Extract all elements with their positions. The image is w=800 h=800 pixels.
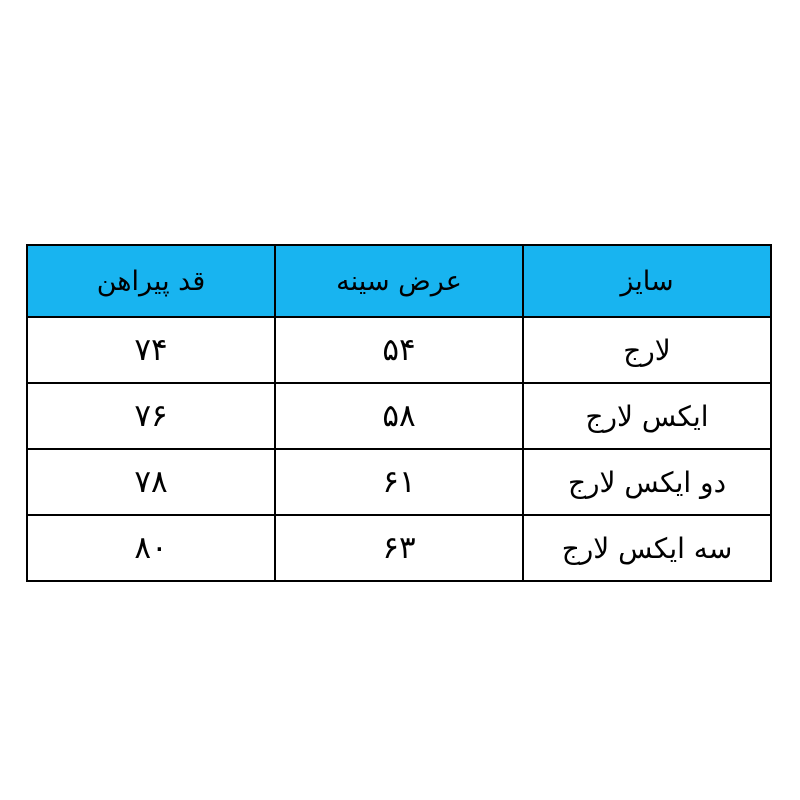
cell-chest: ۶۳ bbox=[275, 515, 523, 581]
table-row bbox=[27, 383, 771, 449]
cell-length: ۷۸ bbox=[27, 449, 275, 515]
cell-length: ۷۴ bbox=[27, 317, 275, 383]
size-chart-table bbox=[26, 244, 772, 582]
table-body bbox=[27, 317, 771, 581]
cell-size: دو ایکس لارج bbox=[523, 449, 771, 515]
cell-chest: ۶۱ bbox=[275, 449, 523, 515]
table-header bbox=[27, 245, 771, 317]
column-header-size: سایز bbox=[523, 245, 771, 317]
column-header-shirt-length: قد پیراهن bbox=[27, 245, 275, 317]
table-row bbox=[27, 449, 771, 515]
column-header-chest-width: عرض سینه bbox=[275, 245, 523, 317]
cell-size: سه ایکس لارج bbox=[523, 515, 771, 581]
size-chart-container bbox=[28, 244, 772, 582]
cell-chest: ۵۸ bbox=[275, 383, 523, 449]
table-row bbox=[27, 515, 771, 581]
cell-length: ۸۰ bbox=[27, 515, 275, 581]
cell-size: ایکس لارج bbox=[523, 383, 771, 449]
header-row bbox=[27, 245, 771, 317]
table-row bbox=[27, 317, 771, 383]
cell-length: ۷۶ bbox=[27, 383, 275, 449]
cell-size: لارج bbox=[523, 317, 771, 383]
cell-chest: ۵۴ bbox=[275, 317, 523, 383]
